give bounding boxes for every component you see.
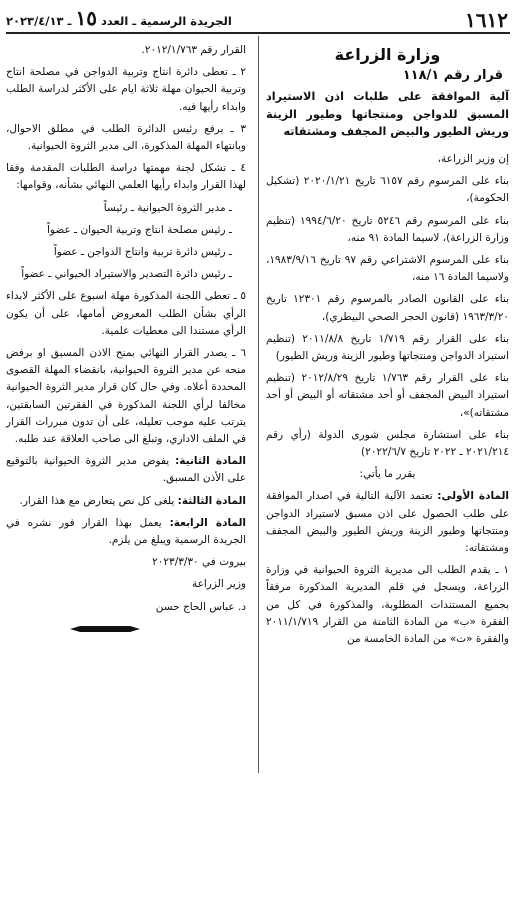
page-number: ١٦١٢ [465, 8, 508, 32]
article-2-text: يفوض مدير الثروة الحيوانية بالتوقيع على الأذن المسبق. [6, 455, 246, 485]
preamble-line: إن وزير الزراعة، [437, 152, 509, 165]
article-3-heading: المادة الثالثة: [177, 494, 246, 507]
place-date: بيروت في ٢٠٢٣/٣/٣٠ [152, 556, 246, 569]
article-1-heading: المادة الأولى: [437, 490, 509, 503]
preamble-line: بناء على المرسوم رقم ٦١٥٧ تاريخ ٢٠٢٠/١/٢١ (تشكيل الحكومة)، [266, 175, 509, 205]
preamble-line: بناء على المرسوم رقم ٥٢٤٦ تاريخ ١٩٩٤/٦/٢٠ (تنظيم وزارة الزراعة)، لاسيما المادة ٩١ منه، [266, 214, 509, 244]
article-3-text: يلغى كل نص يتعارض مع هذا القرار. [19, 494, 175, 507]
committee-member: ـ رئيس مصلحة انتاج وتربية الحيوان ـ عضواً [47, 223, 232, 236]
article-1-item-5: ٥ ـ تعطى اللجنة المذكورة مهلة اسبوع على الأكثر لابداء الرأي بشأن الطلب المعروض أمامها، على أن يكون الرأي مستندا الى معطيات علمية. [6, 290, 246, 337]
decree-number: قرار رقم ١١٨/١ [402, 68, 503, 84]
article-1-item-4: ٤ ـ تشكل لجنة مهمتها دراسة الطلبات المقدمة وفقا لهذا القرار وابداء رأيها العلمي النهائي بشأنه، وقوامها: [6, 162, 246, 192]
right-column [266, 42, 509, 653]
preamble-line: بناء على القرار رقم ١/٧٦٣ تاريخ ٢٠١٢/٨/٢٩ (تنظيم استيراد البيض المجفف أو أحد مشتقاته أو البيض أو أحد مشتقاته)»، [266, 372, 509, 419]
article-4-heading: المادة الرابعة: [169, 516, 247, 529]
end-ornament-icon [70, 625, 140, 633]
running-head [6, 6, 232, 32]
article-1-item-2: ٢ ـ تعطى دائرة انتاج وتربية الدواجن في مصلحة انتاج وتربية الحيوان مهلة ثلاثة ايام على الأكثر لدراسة الطلب وابداء رأيها فيه. [6, 66, 246, 113]
decides-line: يقرر ما يأتي: [359, 468, 416, 481]
preamble-line: بناء على استشارة مجلس شورى الدولة (رأي رقم ٢٠٢١/٢١٤ ـ ٢٠٢٢ تاريخ ٢٠٢٢/٦/٧) [266, 428, 509, 458]
article-1-item-1: ١ ـ يقدم الطلب الى مديرية الثروة الحيوانية في وزارة الزراعة، ويسجل في قلم المديرية المذكورة مرفقاً بجميع المستندات المطلوبة، والمذكورة في كل من الفقرة «ب» من المادة الثامنة من القرار ٢٠١١/١/٧١٩ والفقرة «ت» من المادة الخامسة من [266, 564, 509, 645]
article-2-heading: المادة الثانية: [175, 455, 246, 468]
article-1-item-3: ٣ ـ يرفع رئيس الدائرة الطلب في مطلق الاحوال، وبانتهاء المهلة المذكورة، الى مدير الثروة الحيوانية. [6, 122, 246, 153]
article-3 [6, 493, 246, 510]
committee-member: ـ رئيس دائرة تربية وانتاج الدواجن ـ عضواً [53, 246, 232, 259]
signatory-name: د. عباس الحاج حسن [155, 600, 246, 613]
committee-member: ـ مدير الثروة الحيوانية ـ رئيساً [103, 201, 232, 214]
decree-title: آلية الموافقة على طلبات اذن الاستيراد المسبق للدواجن ومنتجاتها وطيور الزينة وريش الطيور والبيض المجفف ومشتقاته [266, 90, 509, 139]
issue-date: ـ ٢٠٢٣/٤/١٣ [6, 14, 72, 28]
preamble-line: بناء على المرسوم الاشتراعي رقم ٩٧ تاريخ ١٩٨٣/٩/١٦، ولاسيما المادة ١٦ منه، [266, 253, 509, 284]
article-1-text: تعتمد الآلية التالية في اصدار الموافقة على طلب الحصول على اذن مسبق لاستيراد الدواجن ومنتجاتها وطيور الزينة وريش الطيور والبيض المجفف ومشتقاته: [266, 490, 509, 554]
preamble-line: بناء على القانون الصادر بالمرسوم رقم ١٢٣٠١ تاريخ ١٩٦٣/٣/٢٠ (قانون الحجر الصحي البيطري)، [266, 293, 509, 323]
issue-number: ١٥ [75, 6, 97, 30]
page-header [6, 4, 510, 34]
preamble-line: بناء على القرار رقم ١/٧١٩ تاريخ ٢٠١١/٨/٨ (تنظيم استيراد الدواجن ومنتجاتها وطيور الزينة وريش الطيور) [266, 332, 510, 362]
article-4-text: يعمل بهذا القرار فور نشره في الجريدة الرسمية ويبلغ من يلزم. [6, 516, 246, 547]
ministry-heading: وزارة الزراعة [334, 45, 441, 64]
column-divider [258, 36, 259, 773]
continuation-line: القرار رقم ٢٠١٢/١/٧٦٣. [141, 44, 246, 56]
article-1-item-6: ٦ ـ يصدر القرار النهائي بمنح الاذن المسبق او برفض منحه عن مدير الثروة الحيوانية، بانقضاء المهلة القصوى المحددة أعلاه. وفي حال كان قرار مدير الثروة الحيوانية مخالفا لرأي اللجنة المذكورة في الفقرتين السابقتين، يترتب عليه موجب تعليله، على أن تدون مبررات القرار في الملف الاداري، وتبلغ الى صاحب العلاقة عند طلبه. [6, 347, 246, 446]
committee-member: ـ رئيس دائرة التصدير والاستيراد الحيواني ـ عضواً [21, 268, 232, 281]
journal-name: الجريدة الرسمية ـ العدد [100, 14, 232, 28]
article-4 [6, 515, 246, 549]
article-2 [6, 453, 246, 487]
article-1 [266, 488, 509, 557]
signatory-title: وزير الزراعة [192, 578, 246, 591]
left-column [6, 42, 246, 639]
